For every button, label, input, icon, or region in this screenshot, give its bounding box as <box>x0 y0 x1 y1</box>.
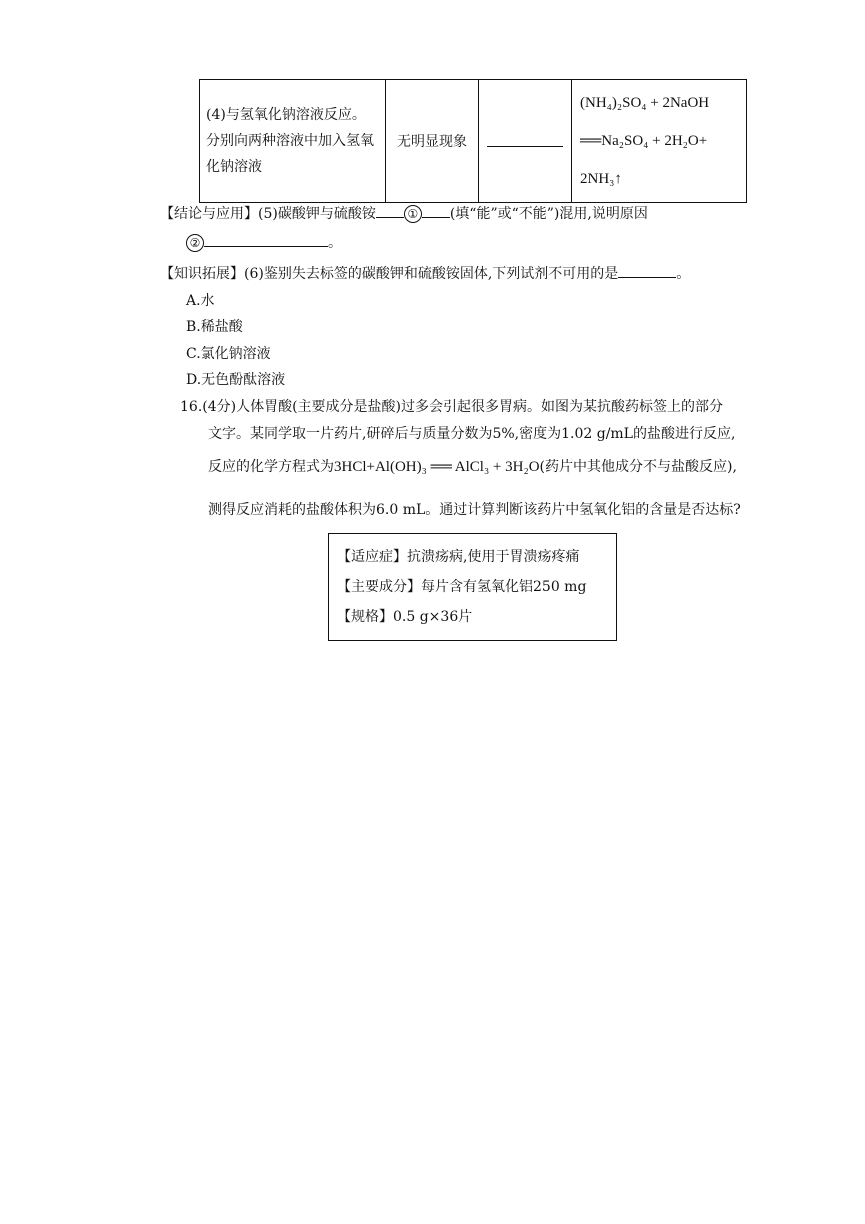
option-d: D.无色酚酞溶液 <box>186 372 286 388</box>
conclusion-prefix: 【结论与应用】(5)碳酸钾与硫酸铵 <box>160 206 376 222</box>
label-ingredient: 【主要成分】每片含有氢氧化铝250 mg <box>337 579 587 595</box>
blank-3[interactable] <box>618 263 676 278</box>
equation-line-2: ══Na₂SO₄ + 2H₂O+ <box>580 133 708 149</box>
blank-1b[interactable] <box>422 203 450 218</box>
q16-line-1: 16.(4分)人体胃酸(主要成分是盐酸)过多会引起很多胃病。如图为某抗酸药标签上的部分 <box>180 399 724 415</box>
extension-line <box>160 263 690 283</box>
option-b: B.稀盐酸 <box>186 319 243 335</box>
equation-line-1: (NH₄)₂SO₄ + 2NaOH <box>580 95 710 111</box>
marker-1: ① <box>404 205 422 223</box>
marker-2: ② <box>186 234 204 252</box>
label-indication: 【适应症】抗溃疡病,使用于胃溃疡疼痛 <box>337 549 580 565</box>
phenomenon-cell: 无明显现象 <box>386 80 479 203</box>
q16-equation: 3HCl+Al(OH)₃ ══ AlCl₃ + 3H₂O <box>334 459 540 475</box>
experiment-table <box>199 79 747 203</box>
q16-line-4: 测得反应消耗的盐酸体积为6.0 mL。通过计算判断该药片中氢氧化铝的含量是否达标? <box>208 502 741 518</box>
blank-1a[interactable] <box>376 203 404 218</box>
option-c: C.氯化钠溶液 <box>186 346 271 362</box>
equation-line-3: 2NH₃↑ <box>580 171 622 187</box>
q16-line-2: 文字。某同学取一片药片,研碎后与质量分数为5%,密度为1.02 g/mL的盐酸进行反应, <box>208 426 736 442</box>
extension-end: 。 <box>676 266 691 282</box>
q16-line-3-prefix: 反应的化学方程式为 <box>208 459 334 475</box>
drug-label-box <box>328 533 617 641</box>
answer-blank[interactable] <box>487 132 563 147</box>
equation-cell <box>572 80 747 203</box>
q16-line-3-suffix: (药片中其他成分不与盐酸反应), <box>539 459 737 475</box>
conclusion-middle: (填“能”或“不能”)混用,说明原因 <box>449 206 648 222</box>
q16-line-3 <box>208 456 737 476</box>
conclusion-end: 。 <box>328 235 342 251</box>
blank-2[interactable] <box>204 232 328 247</box>
option-a: A.水 <box>186 293 215 309</box>
conclusion-line <box>160 203 648 223</box>
conclusion-line-2 <box>186 232 342 252</box>
conclusion-cell <box>479 80 572 203</box>
extension-text: 【知识拓展】(6)鉴别失去标签的碳酸钾和硫酸铵固体,下列试剂不可用的是 <box>160 266 619 282</box>
label-spec: 【规格】0.5 g×36片 <box>337 609 473 625</box>
step-cell: (4)与氢氧化钠溶液反应。分别向两种溶液中加入氢氧化钠溶液 <box>200 80 386 203</box>
table-row <box>200 80 747 203</box>
